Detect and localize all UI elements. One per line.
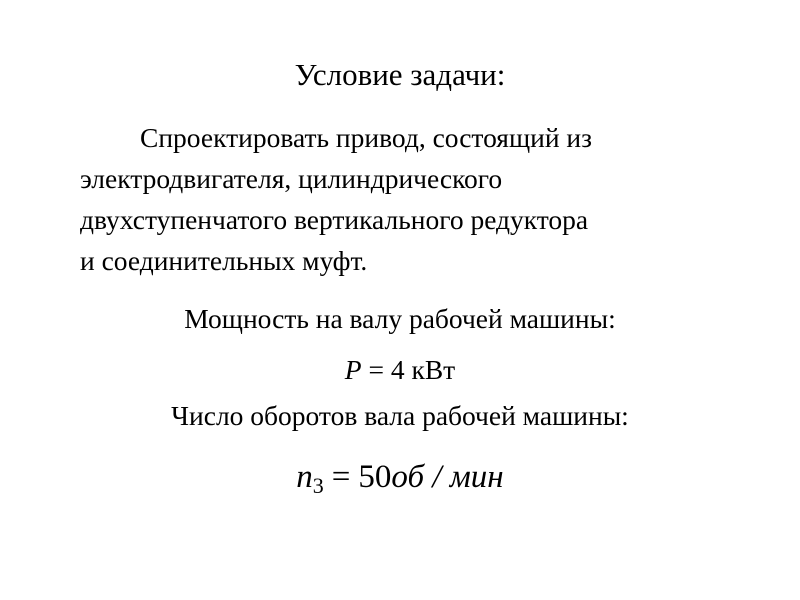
speed-label: Число оборотов вала рабочей машины:: [171, 400, 629, 431]
power-equals: =: [361, 354, 391, 385]
task-line: Спроектировать привод, состоящий из: [140, 122, 593, 153]
speed-unit: об / мин: [391, 459, 504, 495]
power-symbol: P: [344, 354, 362, 385]
task-line: двухступенчатого вертикального редуктора: [80, 204, 589, 235]
speed-symbol: n: [296, 459, 313, 495]
power-label: Мощность на валу рабочей машины:: [184, 303, 616, 334]
speed-equals: =: [331, 459, 351, 495]
task-description: [80, 117, 745, 281]
power-equation: [0, 350, 800, 390]
slide-title: Условие задачи:: [294, 57, 506, 92]
speed-formula: [0, 452, 800, 502]
power-unit: кВт: [404, 354, 456, 385]
task-line: и соединительных муфт.: [80, 245, 368, 276]
power-value: 4: [390, 354, 405, 385]
speed-value: 50: [358, 459, 392, 495]
task-line: электродвигателя, цилиндрического: [80, 163, 503, 194]
speed-subscript: 3: [312, 473, 324, 498]
